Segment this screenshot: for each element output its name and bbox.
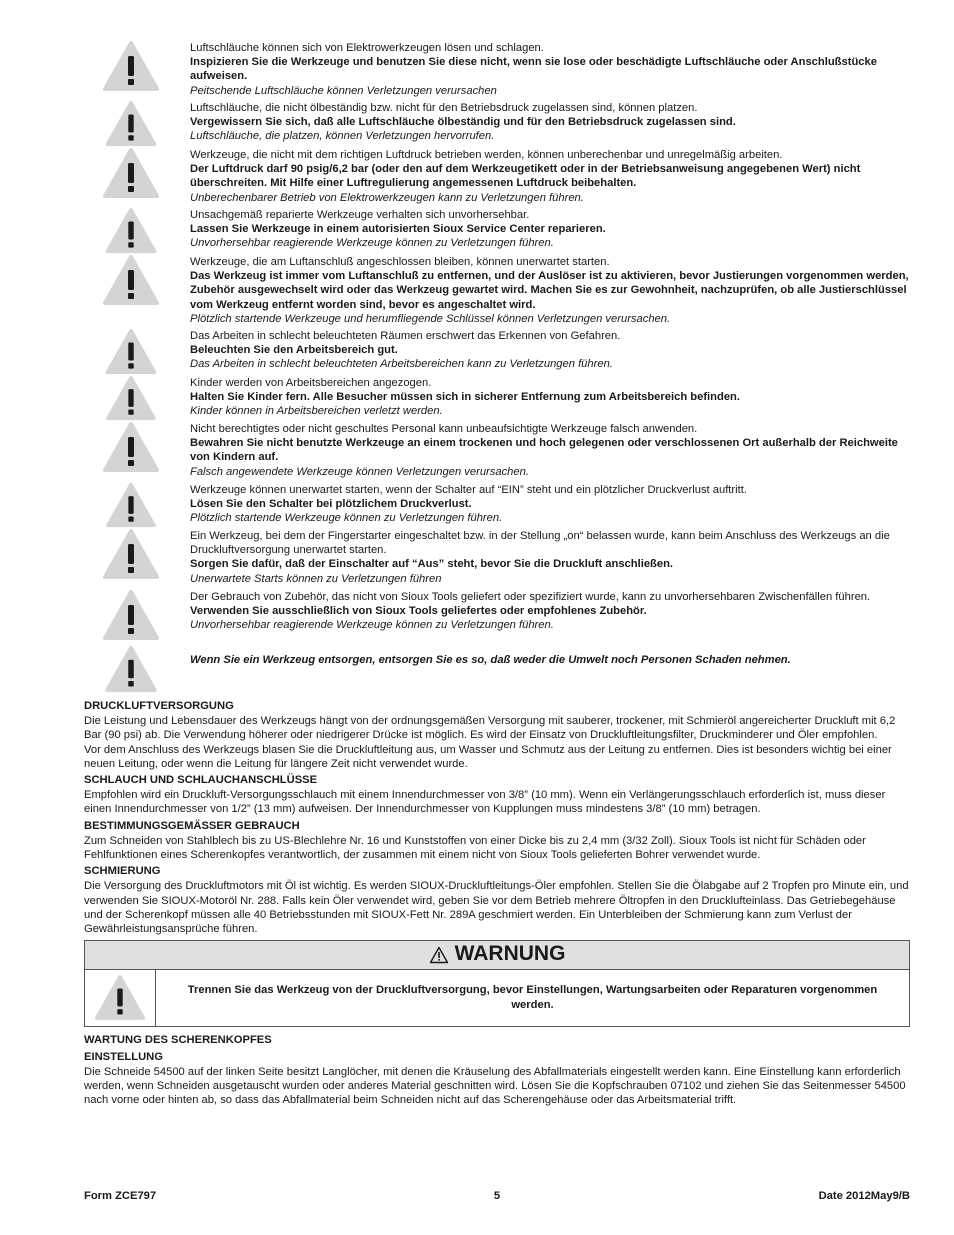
consequence-text: Kinder können in Arbeitsbereichen verletzt werden. xyxy=(190,405,443,418)
instruction-text: Das Werkzeug ist immer vom Luftanschluß zu entfernen, und der Auslöser ist zu aktivieren, bevor Justierungen vorgenommen werden, Zubehör ausgewechselt wird oder das Werkzeug gewartet wird. Machen Sie es zur Gewohnheit, nachzuprüfen, ob alle Justierschlüssel vom Werkzeug entfernt worden sind, bevor es angeschaltet wird. xyxy=(190,270,909,311)
warning-triangle-icon xyxy=(102,328,160,375)
warning-item xyxy=(100,328,910,375)
consequence-text: Das Arbeiten in schlecht beleuchteten Arbeitsbereichen kann zu Verletzungen führen. xyxy=(190,358,613,371)
disposal-instruction-text: Wenn Sie ein Werkzeug entsorgen, entsorgen Sie es so, daß weder die Umwelt noch Personen Schaden nehmen. xyxy=(190,654,791,666)
page-number: 5 xyxy=(493,1190,501,1202)
warning-item xyxy=(100,375,910,421)
section-title-schmierung: SCHMIERUNG xyxy=(84,865,161,878)
paragraph: Die Schneide 54500 auf der linken Seite besitzt Langlöcher, mit denen die Kräuselung des Abfallmaterials eingestellt werden kann. Eine Einstellung kann erforderlich werden, wenn Schneiden ausgetauscht wurden oder anderes Material geschnitten wird. Lösen Sie die Kopfschrauben 07102 und ziehen Sie das Seitenmesser 54500 nach vorne oder hinten ab, so dass das Abfallmaterial beim Schneiden nicht auf das Scherengehäuse oder das Arbeitsmaterial trifft. xyxy=(84,1065,906,1107)
warning-item xyxy=(100,207,910,254)
instruction-text: Beleuchten Sie den Arbeitsbereich gut. xyxy=(190,344,398,357)
paragraph: Vor dem Anschluss des Werkzeugs blasen Sie die Druckluftleitung aus, um Wasser und Schmutz aus der Leitung zu entfernen. Dies ist besonders wichtig bei einer neuen Leitung, oder wenn die Leitung für längere Zeit nicht verwendet wurde. xyxy=(84,743,892,770)
warning-item xyxy=(100,421,910,482)
hazard-text: Werkzeuge, die am Luftanschluß angeschlossen bleiben, können unerwartet starten. xyxy=(190,256,610,268)
instruction-text: Halten Sie Kinder fern. Alle Besucher müssen sich in sicherer Entfernung zum Arbeitsbereich befinden. xyxy=(190,391,740,404)
consequence-text: Plötzlich startende Werkzeuge und herumfliegende Schlüssel können Verletzungen verursachen. xyxy=(190,312,671,325)
paragraph: Die Versorgung des Druckluftmotors mit Öl ist wichtig. Es werden SIOUX-Druckluftleitungs-Öler empfohlen. Stellen Sie die Ölabgabe auf 2 Tropfen pro Minute ein, und verwenden Sie SIOUX-Motoröl Nr. 288. Falls kein Öler verwendet wird, geben Sie vor dem Betrieb mehrere Öltropfen in den Drucklufteinlass. Das Getriebegehäuse und der Scherenkopf müssen alle 40 Betriebsstunden mit SIOUX-Fett Nr. 289A geschmiert werden. Ein Unterbleiben der Schmierung kann zum Verlust der Gewährleistungsansprüche führen. xyxy=(84,880,909,936)
warning-triangle-icon xyxy=(102,528,160,580)
warning-box-title: WARNUNG xyxy=(454,942,566,966)
hazard-text: Nicht berechtigtes oder nicht geschultes Personal kann unbeaufsichtigte Werkzeuge falsch anwenden. xyxy=(190,423,698,435)
hazard-text: Der Gebrauch von Zubehör, das nicht von Sioux Tools geliefert oder spezifiziert wurde, kann zu unvorhersehbaren Zwischenfällen führen. xyxy=(190,591,871,603)
warning-triangle-icon xyxy=(102,147,160,199)
form-number: Form ZCE797 xyxy=(84,1190,157,1202)
warning-item xyxy=(100,589,910,645)
warning-triangle-icon xyxy=(94,974,146,1021)
document-date: Date 2012May9/B xyxy=(818,1190,910,1202)
instruction-text: Lösen Sie den Schalter bei plötzlichem Druckverlust. xyxy=(190,498,472,511)
warning-triangle-icon xyxy=(102,645,160,693)
instruction-text: Sorgen Sie dafür, daß der Einschalter auf “Aus” steht, bevor Sie die Druckluft anschließen. xyxy=(190,558,674,571)
warning-item xyxy=(100,482,910,528)
paragraph: Empfohlen wird ein Druckluft-Versorgungsschlauch mit einem Innendurchmesser von 3/8” (10 mm). Wenn ein Verlängerungsschlauch erforderlich ist, muss dieser einen Innendurchmesser von 1/2” (13 mm) aufweisen. Der Innendurchmesser von Kupplungen muss mindestens 3/8” (10 mm) betragen. xyxy=(84,789,886,816)
paragraph: Zum Schneiden von Stahlblech bis zu US-Blechlehre Nr. 16 und Kunststoffen von einer Dicke bis zu 2,4 mm (3/32 Zoll). Sioux Tools ist nicht für Schäden oder Fehlfunktionen eines Scherenkopfes verantwortlich, der zusammen mit einem nicht von Sioux Tools gelieferten Bohrer verwendet wurde. xyxy=(84,834,866,862)
warning-item xyxy=(100,40,910,100)
section-title-einstellung: EINSTELLUNG xyxy=(84,1050,163,1063)
instruction-text: Inspizieren Sie die Werkzeuge und benutzen Sie diese nicht, wenn sie lose oder beschädigte Luftschläuche oder Anschlußstücke aufweisen. xyxy=(190,56,877,83)
warning-box-message: Trennen Sie das Werkzeug von der Druckluftversorgung, bevor Einstellungen, Wartungsarbeiten oder Reparaturen vorgenommen werden. xyxy=(187,983,878,1011)
warning-triangle-icon xyxy=(102,375,160,421)
warning-box-header xyxy=(85,941,909,970)
consequence-text: Falsch angewendete Werkzeuge können Verletzungen verursachen. xyxy=(190,465,529,478)
warning-item xyxy=(100,147,910,207)
hazard-text: Werkzeuge, die nicht mit dem richtigen Luftdruck betrieben werden, können unberechenbar und unregelmäßig arbeiten. xyxy=(190,149,783,161)
warning-triangle-icon xyxy=(102,40,160,92)
warning-triangle-icon xyxy=(102,100,160,147)
instructions-body xyxy=(84,697,910,1107)
section-title-druckluftversorgung: DRUCKLUFTVERSORGUNG xyxy=(84,700,234,712)
consequence-text: Unvorhersehbar reagierende Werkzeuge können zu Verletzungen führen. xyxy=(190,619,554,632)
hazard-text: Unsachgemäß reparierte Werkzeuge verhalten sich unvorhersehbar. xyxy=(190,209,530,221)
section-title-wartung: WARTUNG DES SCHERENKOPFES xyxy=(84,1033,272,1046)
warning-item xyxy=(100,254,910,328)
section-title-schlauch: SCHLAUCH UND SCHLAUCHANSCHLÜSSE xyxy=(84,774,318,787)
warning-item xyxy=(100,100,910,147)
page-footer xyxy=(84,1190,910,1202)
consequence-text: Unerwartete Starts können zu Verletzungen führen xyxy=(190,572,442,585)
warning-triangle-icon xyxy=(102,254,160,306)
warning-triangle-icon xyxy=(102,421,160,473)
consequence-text: Luftschläuche, die platzen, können Verletzungen hervorrufen. xyxy=(190,130,495,143)
hazard-text: Ein Werkzeug, bei dem der Fingerstarter eingeschaltet bzw. in der Stellung „on“ belassen wurde, kann beim Anschluss des Werkzeugs an die Druckluftversorgung unerwartet starten. xyxy=(190,530,890,557)
hazard-text: Luftschläuche können sich von Elektrowerkzeugen lösen und schlagen. xyxy=(190,42,544,54)
hazard-text: Das Arbeiten in schlecht beleuchteten Räumen erschwert das Erkennen von Gefahren. xyxy=(190,330,621,342)
hazard-text: Luftschläuche, die nicht ölbeständig bzw. nicht für den Betriebsdruck zugelassen sind, können platzen. xyxy=(190,102,698,114)
consequence-text: Peitschende Luftschläuche können Verletzungen verursachen xyxy=(190,84,497,97)
instruction-text: Bewahren Sie nicht benutzte Werkzeuge an einem trockenen und hoch gelegenen oder verschlossenen Ort außerhalb der Reichweite von Kindern auf. xyxy=(190,437,898,464)
consequence-text: Plötzlich startende Werkzeuge können zu Verletzungen führen. xyxy=(190,512,503,525)
instruction-text: Verwenden Sie ausschließlich von Sioux Tools geliefertes oder empfohlenes Zubehör. xyxy=(190,605,647,618)
safety-warnings-list xyxy=(100,40,910,693)
instruction-text: Der Luftdruck darf 90 psig/6,2 bar (oder den auf dem Werkzeugetikett oder in der Betriebsanweisung angegebenen Wert) nicht überschreiten. Mit Hilfe einer Luftregulierung angemessenen Luftdruck beibehalten. xyxy=(190,163,861,190)
consequence-text: Unberechenbarer Betrieb von Elektrowerkzeugen kann zu Verletzungen führen. xyxy=(190,191,584,204)
warning-box xyxy=(84,940,910,1027)
hazard-text: Kinder werden von Arbeitsbereichen angezogen. xyxy=(190,377,432,389)
warning-triangle-icon xyxy=(102,482,160,528)
section-title-bestimmung: BESTIMMUNGSGEMÄSSER GEBRAUCH xyxy=(84,819,300,832)
warning-triangle-icon xyxy=(102,589,160,641)
warning-triangle-icon xyxy=(102,207,160,254)
instruction-text: Lassen Sie Werkzeuge in einem autorisierten Sioux Service Center reparieren. xyxy=(190,223,606,236)
consequence-text: Unvorhersehbar reagierende Werkzeuge können zu Verletzungen führen. xyxy=(190,237,554,250)
warning-item xyxy=(100,645,910,693)
warning-outline-icon xyxy=(429,946,449,964)
warning-item xyxy=(100,528,910,589)
instruction-text: Vergewissern Sie sich, daß alle Luftschläuche ölbeständig und für den Betriebsdruck zugelassen sind. xyxy=(190,116,736,129)
paragraph: Die Leistung und Lebensdauer des Werkzeugs hängt von der ordnungsgemäßen Versorgung mit sauberer, trockener, mit Schmieröl angereicherter Druckluft mit 6,2 Bar (90 psi) ab. Die Verwendung höherer oder niedrigerer Drücke ist möglich. Es wird der Einsatz von Druckluftleitungsfilter, Druckminderer und Öler empfohlen. xyxy=(84,715,896,742)
hazard-text: Werkzeuge können unerwartet starten, wenn der Schalter auf “EIN” steht und ein plötzlicher Druckverlust auftritt. xyxy=(190,484,747,496)
